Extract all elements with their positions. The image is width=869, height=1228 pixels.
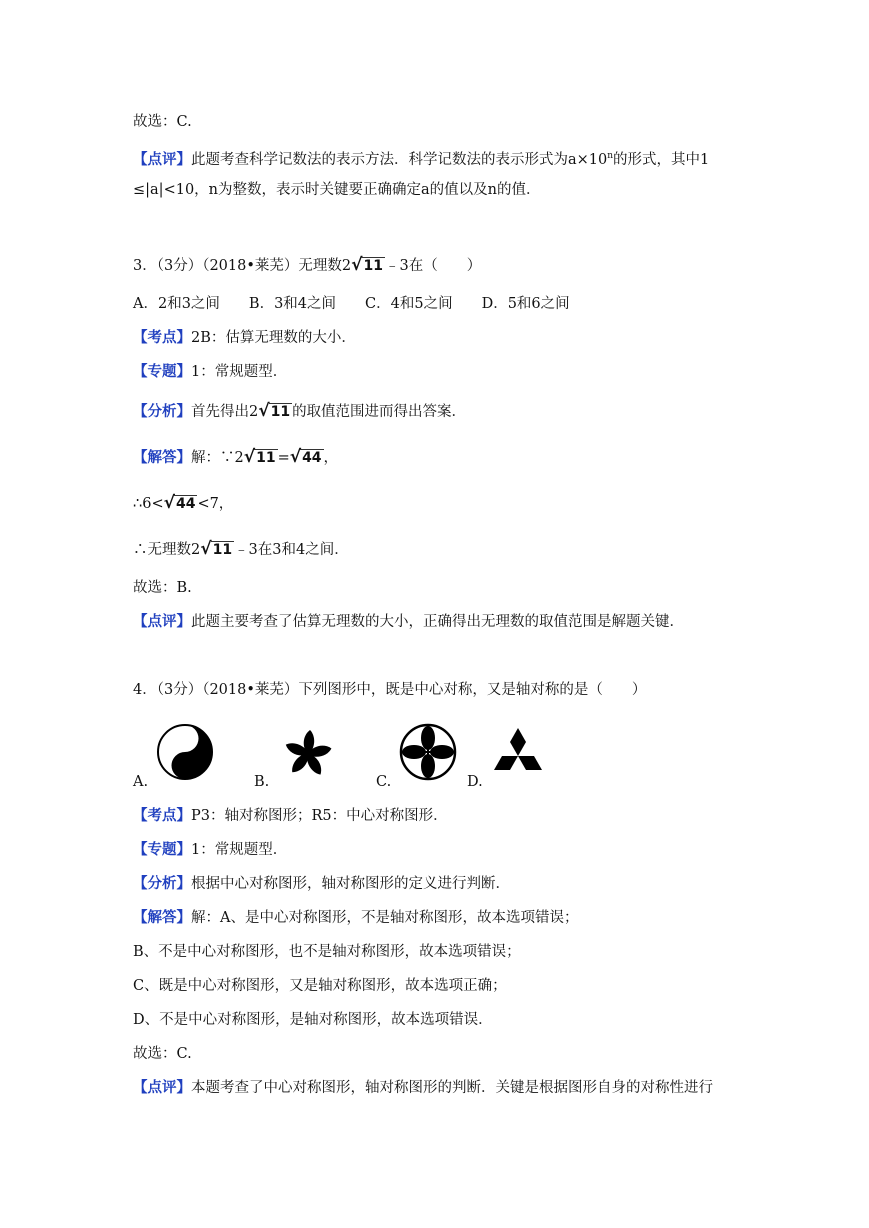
step-c-post: ﹣3在3和4之间． [234,542,349,558]
q4-fenxi [133,874,510,894]
q4-step-b: B、不是中心对称图形，也不是轴对称图形，故本选项错误； [133,944,521,960]
q3-step-b [133,494,233,514]
mitsubishi-icon [488,724,548,780]
option-c-label: C. [376,774,392,790]
sqrt-11: √ 11 [243,447,276,467]
q3-comment [133,612,684,632]
answer-line-prev: 故选：C. [133,114,192,130]
q4-step-c: C、既是中心对称图形，又是轴对称图形，故本选项正确； [133,978,507,994]
comment-tag: 【点评】 [133,613,191,630]
sqrt-11: √ 11 [351,255,383,275]
sqrt-44: √ 44 [289,447,322,467]
comment-line-prev-2: ≤|a|<10，n为整数，表示时关键要正确确定a的值以及n的值． [133,182,541,198]
kaodian-tag: 【考点】 [133,807,191,824]
q4-jieda [133,908,578,928]
comment-tag: 【点评】 [133,1079,191,1096]
fenxi-tag: 【分析】 [133,875,191,892]
jieda-pre: 解：∵2 [191,450,244,466]
q4-step-d: D、不是中心对称图形，是轴对称图形，故本选项错误． [133,1012,493,1028]
zhuanti-text: 1：常规题型． [191,842,288,858]
sqrt-11: √ 11 [258,401,291,421]
zhuanti-tag: 【专题】 [133,841,191,858]
comment-text-end: 的形式，其中1 [613,151,710,168]
zhuanti-tag: 【专题】 [133,363,191,380]
option-a-label: A. [133,774,149,790]
equals: = [277,450,290,466]
sqrt-11: √ 11 [200,539,233,559]
q3-fenxi [133,402,466,422]
fenxi-text: 根据中心对称图形，轴对称图形的定义进行判断． [191,876,510,892]
q4-stem: 4．（3分）（2018•莱芜）下列图形中，既是中心对称，又是轴对称的是（ ） [133,682,647,698]
q3-step-c [133,540,349,560]
yin-yang-icon [155,722,215,782]
sqrt-44: √ 44 [163,493,196,513]
comment-text: 本题考查了中心对称图形，轴对称图形的判断．关键是根据图形自身的对称性进行 [191,1080,713,1096]
kaodian-text: P3：轴对称图形；R5：中心对称图形． [191,808,448,824]
q3-stem-post: ﹣3在（ ） [384,258,482,274]
jieda-text: 解：A、是中心对称图形，不是轴对称图形，故本选项错误； [191,910,579,926]
step-b-pre: ∴6< [133,496,164,512]
q4-answer: 故选：C. [133,1046,192,1062]
q3-answer: 故选：B. [133,580,192,596]
jieda-end: ， [323,450,339,466]
kaodian-text: 2B：估算无理数的大小． [191,330,356,346]
q4-zhuanti [133,840,287,860]
comment-tag: 【点评】 [133,150,191,168]
q3-options: A．2和3之间 B．3和4之间 C．4和5之间 D．5和6之间 [133,296,570,312]
q4-comment [133,1078,713,1098]
circle-cross-icon [398,722,458,782]
step-c-pre: ∴无理数2 [133,542,201,558]
q3-stem [133,256,481,276]
jieda-tag: 【解答】 [133,449,191,466]
option-b-label: B. [254,774,270,790]
q3-kaodian [133,328,356,348]
step-b-post: <7， [197,496,234,512]
jieda-tag: 【解答】 [133,909,191,926]
q4-kaodian [133,806,448,826]
fenxi-pre: 首先得出2 [191,404,259,420]
pinwheel-icon [278,724,338,784]
q3-jieda [133,448,338,468]
fenxi-tag: 【分析】 [133,403,191,420]
exponent: n [607,151,614,161]
comment-line-prev-1 [133,146,709,170]
kaodian-tag: 【考点】 [133,329,191,346]
comment-text: 此题主要考查了估算无理数的大小，正确得出无理数的取值范围是解题关键． [191,614,684,630]
q3-stem-pre: 3．（3分）（2018•莱芜）无理数2 [133,258,352,274]
q3-zhuanti [133,362,287,382]
fenxi-post: 的取值范围进而得出答案． [292,404,467,420]
option-d-label: D. [467,774,483,790]
zhuanti-text: 1：常规题型． [191,364,288,380]
comment-text: 此题考查科学记数法的表示方法．科学记数法的表示形式为a×10 [191,151,608,168]
